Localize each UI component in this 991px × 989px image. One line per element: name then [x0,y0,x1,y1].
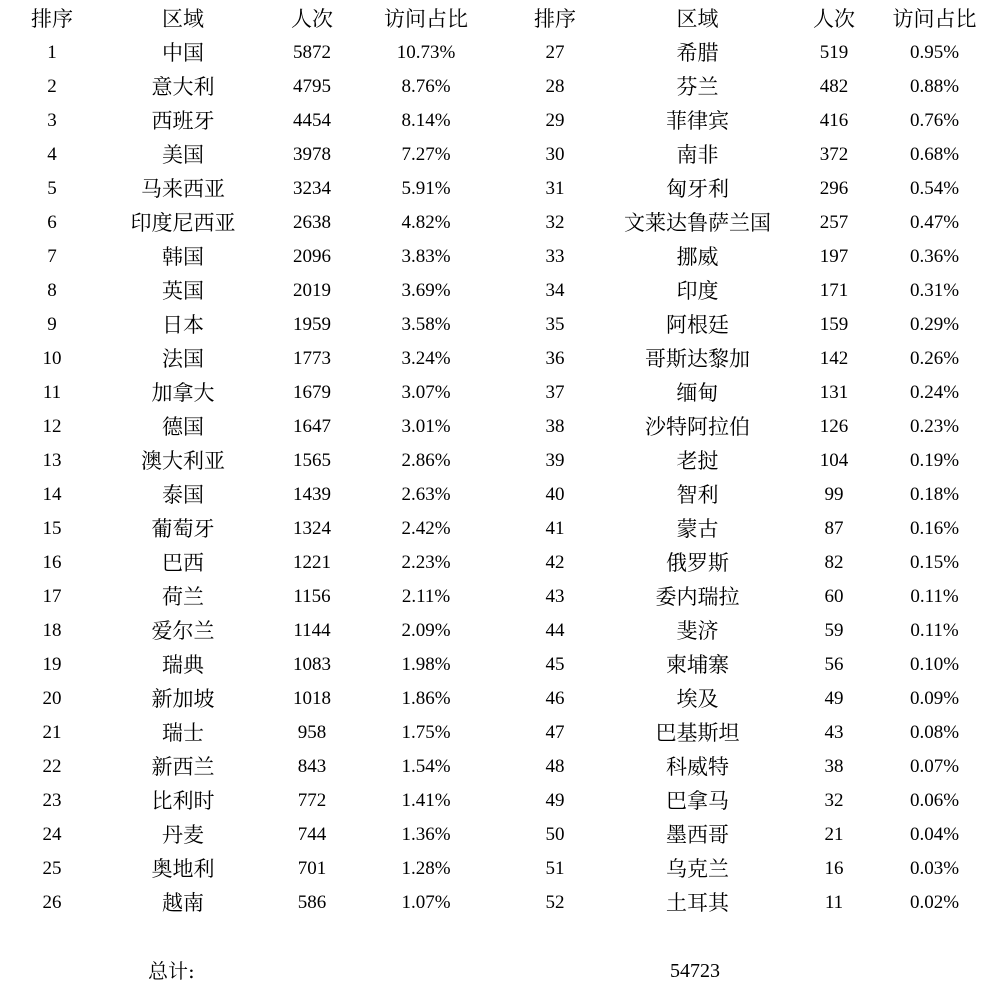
table-row [0,410,490,444]
cell-region: 澳大利亚 [141,449,225,473]
cell-rank: 11 [42,382,62,403]
table-row [505,784,991,818]
cell-visits: 4454 [293,110,331,131]
cell-rank: 1 [47,42,57,63]
visits-table-left [0,2,490,920]
cell-visits: 5872 [293,42,331,63]
cell-visits: 1018 [293,688,331,709]
cell-region: 德国 [162,415,204,439]
cell-share: 1.86% [401,688,451,709]
cell-rank: 37 [545,382,565,403]
cell-share: 0.68% [909,144,960,165]
cell-share: 8.14% [401,110,451,131]
cell-share: 10.73% [396,42,456,63]
table-row [505,886,991,920]
cell-rank: 17 [42,586,62,607]
cell-visits: 56 [824,654,844,675]
cell-rank: 13 [42,450,62,471]
cell-visits: 171 [819,280,849,301]
cell-visits: 1156 [293,586,331,607]
cell-region: 芬兰 [676,75,719,99]
cell-share: 1.28% [401,858,451,879]
table-row [0,138,490,172]
header-rank: 排序 [31,7,73,31]
cell-share: 0.09% [909,688,960,709]
cell-rank: 44 [545,620,565,641]
header-region: 区域 [162,7,204,31]
cell-share: 2.09% [401,620,451,641]
cell-rank: 12 [42,416,62,437]
cell-region: 挪威 [676,245,719,269]
cell-visits: 59 [824,620,844,641]
cell-region: 希腊 [676,41,719,65]
table-row [505,580,991,614]
header-rank: 排序 [534,7,576,31]
cell-rank: 9 [47,314,57,335]
cell-visits: 1083 [293,654,331,675]
cell-region: 乌克兰 [666,857,729,881]
table-row [0,342,490,376]
cell-visits: 1679 [293,382,331,403]
cell-visits: 519 [819,42,849,63]
total-label: 总计: [148,959,195,983]
cell-rank: 18 [42,620,62,641]
cell-share: 0.95% [909,42,960,63]
cell-share: 8.76% [401,76,451,97]
cell-rank: 21 [42,722,62,743]
cell-region: 泰国 [162,483,204,507]
cell-region: 哥斯达黎加 [645,347,750,371]
cell-visits: 3234 [293,178,331,199]
cell-region: 斐济 [676,619,719,643]
table-row [0,206,490,240]
cell-share: 0.76% [909,110,960,131]
table-row [505,750,991,784]
table-row [505,104,991,138]
cell-region: 新加坡 [151,687,215,711]
table-row [505,36,991,70]
cell-share: 1.36% [401,824,451,845]
cell-share: 3.83% [401,246,451,267]
table-row [505,172,991,206]
cell-visits: 159 [819,314,849,335]
cell-region: 文莱达鲁萨兰国 [624,211,771,235]
cell-visits: 2096 [293,246,331,267]
cell-share: 1.54% [401,756,451,777]
cell-share: 5.91% [401,178,451,199]
table-row [0,580,490,614]
cell-share: 0.06% [909,790,960,811]
cell-region: 科威特 [666,755,729,779]
cell-rank: 22 [42,756,62,777]
cell-rank: 32 [545,212,565,233]
cell-share: 0.24% [909,382,960,403]
cell-share: 0.04% [909,824,960,845]
cell-region: 南非 [676,143,719,167]
cell-rank: 25 [42,858,62,879]
cell-rank: 19 [42,654,62,675]
cell-rank: 7 [47,246,57,267]
table-row [0,512,490,546]
cell-visits: 586 [297,892,327,913]
cell-region: 加拿大 [151,381,215,405]
table-row [0,70,490,104]
cell-visits: 482 [819,76,849,97]
cell-share: 0.31% [909,280,960,301]
cell-visits: 1324 [293,518,331,539]
cell-rank: 51 [545,858,565,879]
cell-rank: 15 [42,518,62,539]
cell-visits: 49 [824,688,844,709]
cell-rank: 23 [42,790,62,811]
table-row [0,274,490,308]
table-row [505,478,991,512]
cell-region: 瑞典 [162,653,204,677]
cell-visits: 43 [824,722,844,743]
cell-share: 1.98% [401,654,451,675]
cell-region: 土耳其 [666,891,729,915]
cell-share: 2.23% [401,552,451,573]
cell-region: 丹麦 [162,823,204,847]
cell-rank: 41 [545,518,565,539]
table-row [0,682,490,716]
cell-region: 埃及 [676,687,719,711]
header-share: 访问占比 [892,7,977,31]
cell-region: 马来西亚 [141,177,225,201]
cell-share: 1.75% [401,722,451,743]
cell-visits: 11 [824,892,844,913]
cell-share: 3.01% [401,416,451,437]
cell-rank: 20 [42,688,62,709]
cell-visits: 32 [824,790,844,811]
cell-rank: 26 [42,892,62,913]
table-row [0,716,490,750]
cell-region: 法国 [162,347,204,371]
cell-share: 0.07% [909,756,960,777]
header-share: 访问占比 [384,7,468,31]
table-body-left [0,36,490,920]
cell-rank: 31 [545,178,565,199]
cell-share: 3.24% [401,348,451,369]
cell-share: 0.02% [909,892,960,913]
header-visits: 人次 [813,7,855,31]
cell-visits: 257 [819,212,849,233]
cell-visits: 104 [819,450,849,471]
cell-region: 匈牙利 [666,177,729,201]
cell-visits: 142 [819,348,849,369]
table-row [0,308,490,342]
cell-share: 0.15% [909,552,960,573]
cell-region: 印度 [676,279,719,303]
table-row [505,308,991,342]
cell-visits: 1221 [293,552,331,573]
table-row [0,648,490,682]
table-row [505,716,991,750]
cell-rank: 24 [42,824,62,845]
cell-rank: 10 [42,348,62,369]
table-row [0,104,490,138]
table-row [505,376,991,410]
table-row [0,478,490,512]
cell-visits: 60 [824,586,844,607]
cell-share: 0.47% [909,212,960,233]
table-row [505,852,991,886]
table-row [505,240,991,274]
cell-region: 委内瑞拉 [655,585,740,609]
table-header-row [505,2,991,36]
cell-visits: 131 [819,382,849,403]
cell-visits: 197 [819,246,849,267]
cell-share: 3.58% [401,314,451,335]
cell-region: 英国 [162,279,204,303]
table-body-right [505,36,991,920]
cell-share: 4.82% [401,212,451,233]
cell-region: 韩国 [162,245,204,269]
cell-visits: 843 [297,756,327,777]
cell-region: 西班牙 [151,109,215,133]
cell-share: 0.11% [910,586,959,607]
cell-visits: 958 [297,722,327,743]
cell-region: 瑞士 [162,721,204,745]
cell-rank: 5 [47,178,57,199]
cell-visits: 82 [824,552,844,573]
table-row [0,172,490,206]
cell-rank: 35 [545,314,565,335]
cell-share: 0.26% [909,348,960,369]
cell-share: 0.36% [909,246,960,267]
cell-rank: 42 [545,552,565,573]
table-row [0,376,490,410]
table-row [0,546,490,580]
cell-share: 0.16% [909,518,960,539]
cell-share: 0.23% [909,416,960,437]
table-row [505,648,991,682]
header-visits: 人次 [291,7,333,31]
cell-rank: 8 [47,280,57,301]
cell-visits: 1439 [293,484,331,505]
cell-rank: 49 [545,790,565,811]
cell-rank: 33 [545,246,565,267]
cell-rank: 43 [545,586,565,607]
cell-rank: 47 [545,722,565,743]
cell-region: 柬埔寨 [666,653,729,677]
cell-share: 2.63% [401,484,451,505]
table-row [505,342,991,376]
cell-region: 俄罗斯 [666,551,729,575]
cell-share: 7.27% [401,144,451,165]
cell-region: 巴拿马 [666,789,729,813]
cell-visits: 38 [824,756,844,777]
table-row [505,206,991,240]
cell-rank: 6 [47,212,57,233]
cell-share: 0.54% [909,178,960,199]
cell-rank: 16 [42,552,62,573]
cell-rank: 4 [47,144,57,165]
cell-share: 3.07% [401,382,451,403]
table-row [505,546,991,580]
cell-visits: 296 [819,178,849,199]
table-row [505,818,991,852]
table-row [505,512,991,546]
cell-region: 越南 [162,891,204,915]
cell-region: 爱尔兰 [151,619,215,643]
cell-region: 中国 [162,41,204,65]
cell-visits: 701 [297,858,327,879]
cell-share: 0.11% [910,620,959,641]
table-row [0,852,490,886]
cell-region: 老挝 [676,449,719,473]
cell-visits: 1773 [293,348,331,369]
cell-region: 印度尼西亚 [130,211,236,235]
cell-region: 蒙古 [676,517,719,541]
cell-rank: 38 [545,416,565,437]
cell-region: 阿根廷 [666,313,729,337]
cell-rank: 14 [42,484,62,505]
cell-share: 2.11% [401,586,451,607]
table-row [0,750,490,784]
cell-visits: 744 [297,824,327,845]
cell-visits: 126 [819,416,849,437]
cell-share: 0.10% [909,654,960,675]
cell-region: 缅甸 [676,381,719,405]
table-row [505,410,991,444]
table-row [0,240,490,274]
cell-share: 2.86% [401,450,451,471]
cell-visits: 372 [819,144,849,165]
cell-region: 日本 [162,313,204,337]
table-row [0,36,490,70]
cell-visits: 1144 [293,620,331,641]
cell-share: 0.19% [909,450,960,471]
cell-region: 沙特阿拉伯 [645,415,750,439]
cell-region: 新西兰 [151,755,215,779]
cell-region: 智利 [676,483,719,507]
cell-rank: 30 [545,144,565,165]
cell-region: 墨西哥 [666,823,729,847]
cell-share: 0.18% [909,484,960,505]
cell-visits: 21 [824,824,844,845]
cell-share: 0.29% [909,314,960,335]
cell-share: 0.88% [909,76,960,97]
cell-visits: 1565 [293,450,331,471]
cell-region: 美国 [162,143,204,167]
cell-visits: 3978 [293,144,331,165]
cell-region: 菲律宾 [666,109,729,133]
cell-visits: 4795 [293,76,331,97]
cell-region: 葡萄牙 [151,517,215,541]
cell-rank: 2 [47,76,57,97]
cell-visits: 2019 [293,280,331,301]
table-header-row [0,2,490,36]
cell-rank: 27 [545,42,565,63]
cell-share: 1.07% [401,892,451,913]
table-row [505,614,991,648]
cell-rank: 45 [545,654,565,675]
cell-share: 1.41% [401,790,451,811]
cell-rank: 50 [545,824,565,845]
table-row [505,682,991,716]
cell-rank: 29 [545,110,565,131]
table-row [505,70,991,104]
cell-visits: 99 [824,484,844,505]
table-row [505,138,991,172]
cell-share: 3.69% [401,280,451,301]
table-row [0,886,490,920]
cell-rank: 34 [545,280,565,301]
cell-rank: 48 [545,756,565,777]
cell-rank: 40 [545,484,565,505]
table-row [0,444,490,478]
cell-visits: 16 [824,858,844,879]
cell-visits: 772 [297,790,327,811]
cell-share: 0.08% [909,722,960,743]
visits-table-right [505,2,991,920]
cell-share: 2.42% [401,518,451,539]
header-region: 区域 [676,7,719,31]
cell-region: 荷兰 [162,585,204,609]
cell-rank: 46 [545,688,565,709]
cell-rank: 28 [545,76,565,97]
cell-rank: 3 [47,110,57,131]
cell-region: 意大利 [151,75,215,99]
total-value: 54723 [670,960,720,982]
cell-visits: 2638 [293,212,331,233]
cell-rank: 52 [545,892,565,913]
table-row [0,818,490,852]
cell-region: 奥地利 [151,857,215,881]
cell-rank: 36 [545,348,565,369]
cell-rank: 39 [545,450,565,471]
table-row [505,274,991,308]
cell-visits: 1647 [293,416,331,437]
cell-visits: 1959 [293,314,331,335]
table-row [505,444,991,478]
cell-region: 巴基斯坦 [655,721,740,745]
cell-visits: 416 [819,110,849,131]
cell-share: 0.03% [909,858,960,879]
cell-region: 比利时 [151,789,215,813]
table-row [0,784,490,818]
table-row [0,614,490,648]
cell-visits: 87 [824,518,844,539]
cell-region: 巴西 [162,551,204,575]
